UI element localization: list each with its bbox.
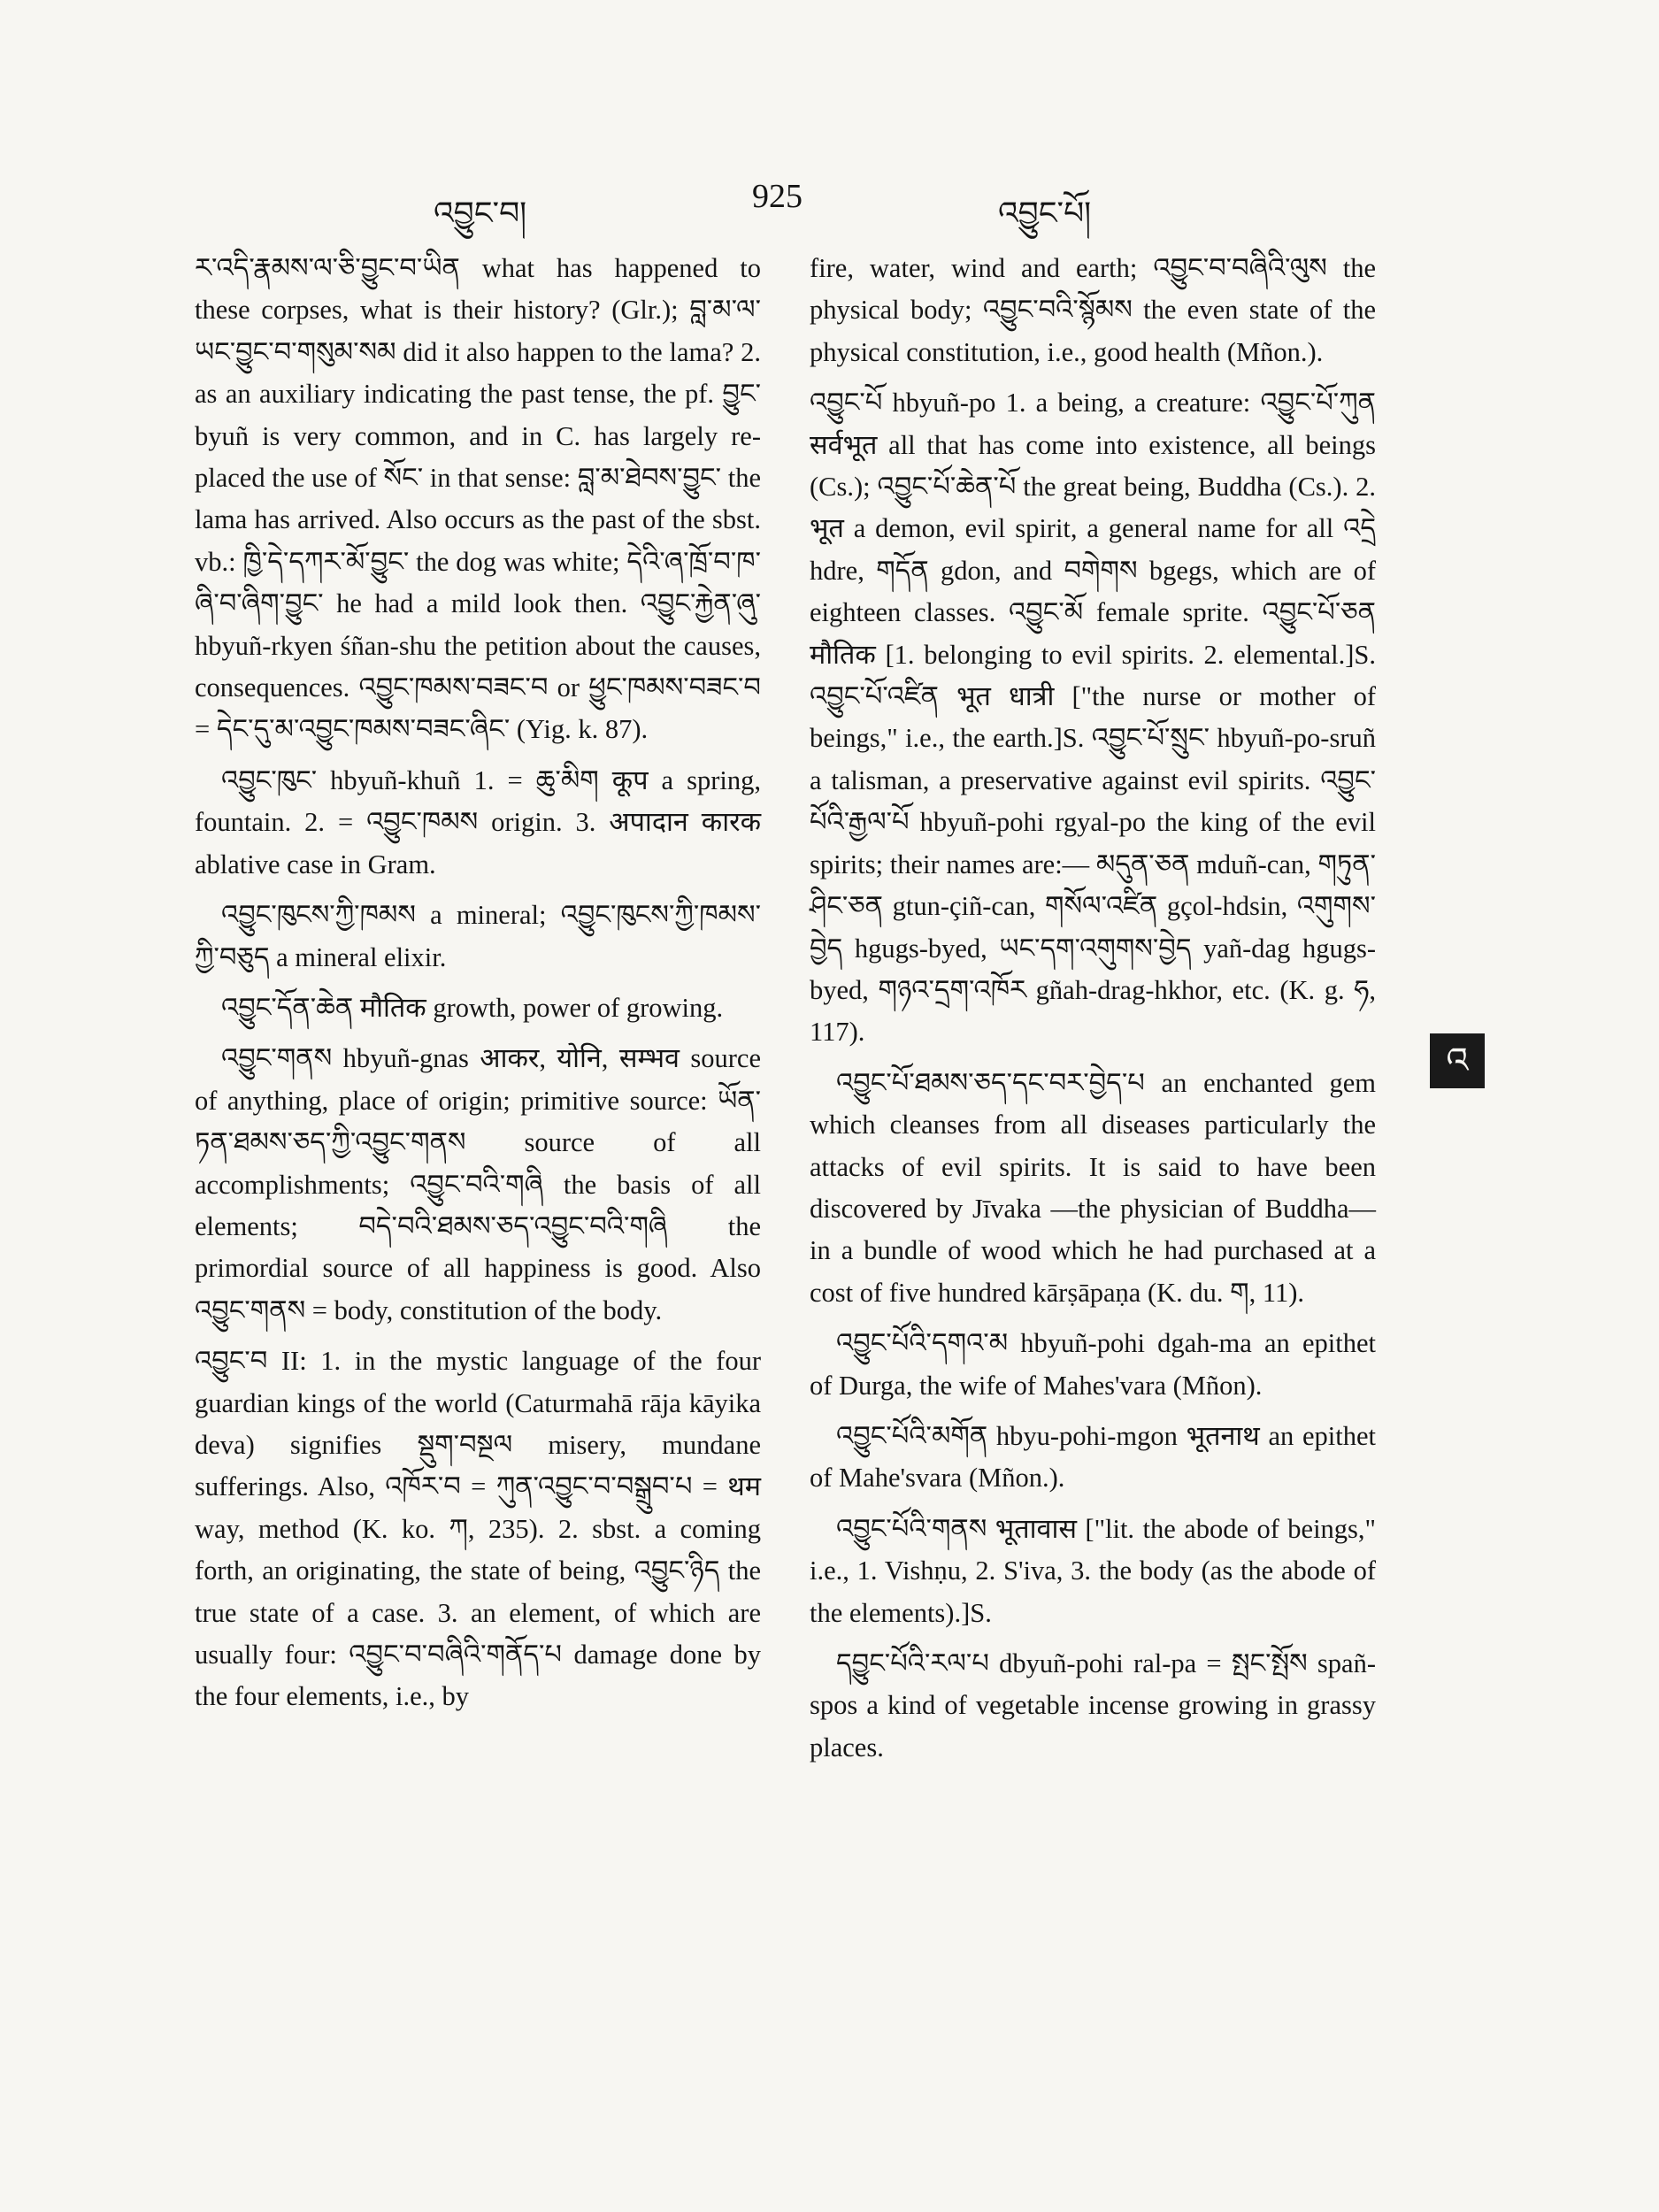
right-column <box>810 248 1376 1778</box>
entry-paragraph: འབྱུང་པོའི་གནས भूतावास ["lit. the abode of beings," i.e., 1. Vishṇu, 2. S'iva, 3. the body (as the abode of the elements).]S. <box>810 1513 1376 1628</box>
entry-paragraph: འབྱུང་ཁུངས་ཀྱི་ཁམས a mineral; འབྱུང་ཁུངས་ཀྱི་ཁམས་ཀྱི་བཅུད a mineral elixir. <box>195 900 761 972</box>
entry-paragraph: འབྱུང་བ II: 1. in the mystic language of the four guardian kings of the world (Caturmahā rāja kāyika deva) signifies སྡུག་བསྔལ misery, mundane sufferings. Also, འཁོར་བ = ཀུན་འབྱུང་བ་བསྒྲུབ་པ = थम way, method (K. ko. ཀ, 235). 2. sbst. a coming forth, an originating, the state of being, འབྱུང་ཉིད the true state of a case. 3. an element, of which are usually four: འབྱུང་བ་བཞིའི་གནོད་པ damage done by the four elements, i.e., by <box>195 1346 761 1712</box>
entry-paragraph: fire, water, wind and earth; འབྱུང་བ་བཞིའི་ལུས the physical body; འབྱུང་བའི་སྙོམས the even state of the physical constitution, i.e., good health (Mñon.). <box>810 253 1376 367</box>
entry-paragraph: འབྱུང་ཁུང་ hbyuñ-khuñ 1. = ཆུ་མིག कूप a spring, fountain. 2. = འབྱུང་ཁམས origin. 3. अपादान कारक ablative case in Gram. <box>195 764 761 879</box>
entry-paragraph: འབྱུང་པོ་ཐམས་ཅད་དང་བར་བྱེད་པ an enchanted gem which cleanses from all diseases particularly the attacks of evil spirits. It is said to have been discovered by Jīvaka —the physician of Buddha—in a bundle of wood which he had purchased at a cost of five hundred kārṣāpaṇa (K. du. ག, 11). <box>810 1067 1376 1308</box>
entry-paragraph: འབྱུང་པོ hbyuñ-po 1. a being, a creature: འབྱུང་པོ་ཀུན सर्वभूत all that has come into existence, all beings (Cs.); འབྱུང་པོ་ཆེན་པོ the great being, Buddha (Cs.). 2. भूत a demon, evil spirit, a general name for all འདྲེ hdre, གདོན gdon, and བགེགས bgegs, which are of eighteen classes. འབྱུང་མོ female sprite. འབྱུང་པོ་ཅན मौतिक [1. belonging to evil spirits. 2. elemental.]S. འབྱུང་པོ་འཛིན भूत धात्री ["the nurse or mother of beings," i.e., the earth.]S. འབྱུང་པོ་སྲུང་ hbyuñ-po-sruñ a talisman, a preservative against evil spirits. འབྱུང་པོའི་རྒྱལ་པོ hbyuñ-pohi rgyal-po the king of the evil spirits; their names are:— མདུན་ཅན mduñ-can, གཏུན་ཤིང་ཅན gtun-çiñ-can, གསོལ་འཛིན gçol-hdsin, འགུགས་བྱེད hgugs-byed, ཡང་དག་འགུགས་བྱེད yañ-dag hgugs-byed, གཉའ་དྲག་འཁོར gñah-drag-hkhor, etc. (K. g. ཧ, 117). <box>810 388 1376 1048</box>
header-right-guide-word: འབྱུང་པོ། <box>998 196 1092 231</box>
entry-paragraph: འབྱུང་དོན་ཆེན मौतिक growth, power of growing. <box>221 992 724 1023</box>
entry-paragraph: འབྱུང་གནས hbyuñ-gnas आकर, योनि, सम्भव source of anything, place of origin; primitive source: ཡོན་ཏན་ཐམས་ཅད་ཀྱི་འབྱུང་གནས source of all accomplishments; འབྱུང་བའི་གཞི the basis of all elements; བདེ་བའི་ཐམས་ཅད་འབྱུང་བའི་གཞི the primordial source of all happiness is good. Also འབྱུང་གནས = body, constitution of the body. <box>195 1043 761 1325</box>
thumb-index-tab: འ <box>1430 1033 1485 1088</box>
entry-paragraph: ར་འདི་རྣམས་ལ་ཅི་བྱུང་བ་ཡིན what has happened to these corpses, what is their history? (Glr.); བླ་མ་ལ་ཡང་བྱུང་བ་གསུམ་སམ did it also happen to the lama? 2. as an auxiliary indicating the past tense, the pf. བྱུང་ byuñ is very common, and in C. has largely re-placed the use of སོང་ in that sense: བླ་མ་ཐེབས་བྱུང་ the lama has arrived. Also occurs as the past of the sbst. vb.: ཁྱི་དེ་དཀར་མོ་བྱུང་ the dog was white; དེའི་ཞ་ཁྲོ་བ་ཁ་ཞི་བ་ཞིག་བྱུང་ he had a mild look then. འབྱུང་རྐྱེན་ཞུ་ hbyuñ-rkyen śñan-shu the petition about the causes, consequences. འབྱུང་ཁམས་བཟང་བ or ཕྱུང་ཁམས་བཟང་བ = དེང་དུ་མ་འབྱུང་ཁམས་བཟང་ཞིང་ (Yig. k. 87). <box>195 253 761 745</box>
header-left-guide-word: འབྱུང་བ། <box>434 196 527 231</box>
page-number: 925 <box>752 178 803 215</box>
entry-paragraph: དབྱུང་པོའི་རལ་པ dbyuñ-pohi ral-pa = སྤང་སྤོས spañ-spos a kind of vegetable incense growing in grassy places. <box>810 1648 1376 1763</box>
entry-paragraph: འབྱུང་པོའི་དགའ་མ hbyuñ-pohi dgah-ma an epithet of Durga, the wife of Mahes'vara (Mñon). <box>810 1328 1376 1401</box>
entry-paragraph: འབྱུང་པོའི་མགོན hbyu-pohi-mgon भूतनाथ an epithet of Mahe'svara (Mñon.). <box>810 1420 1376 1494</box>
left-column <box>195 248 761 1727</box>
running-header <box>0 177 1659 230</box>
